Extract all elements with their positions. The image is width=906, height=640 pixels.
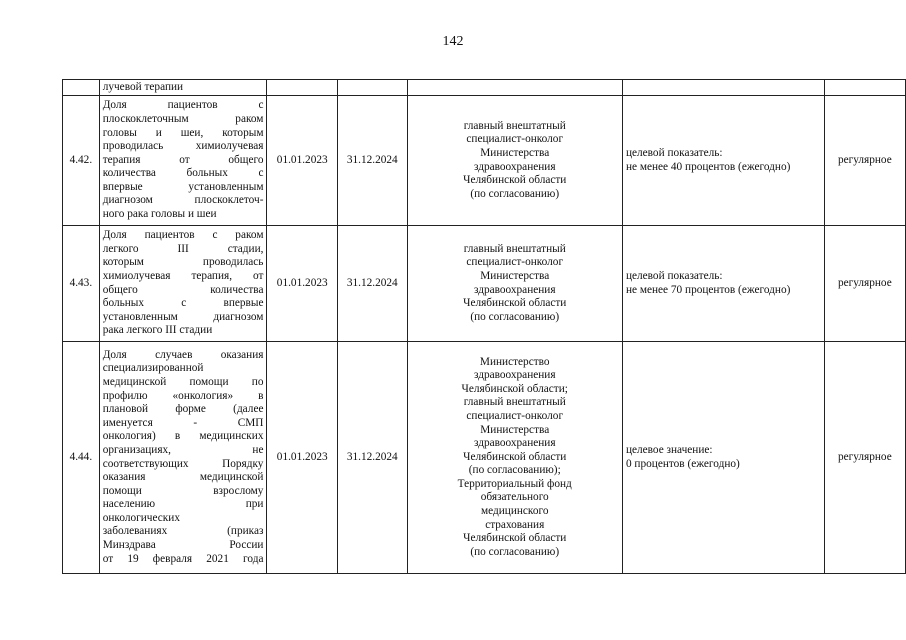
description-line: Доля пациентов с раком [102, 229, 264, 242]
target-line: 0 процентов (ежегодно) [625, 457, 740, 470]
description-line: организациях, не [102, 443, 264, 456]
responsible-line: (по согласованию) [470, 187, 560, 200]
responsible-line: Челябинской области [463, 450, 567, 463]
end-date: 31.12.2024 [337, 342, 407, 574]
frequency: регулярное [824, 342, 905, 574]
frequency: регулярное [824, 226, 905, 342]
description-line: диагнозом плоскоклеточ- [102, 194, 264, 207]
responsible-line: (по согласованию) [470, 545, 560, 558]
description-line: впервые установленным [102, 180, 264, 193]
responsible-line: Министерства [480, 423, 550, 436]
responsible-line: здравоохранения [473, 160, 556, 173]
description-line: Доля пациентов с [102, 99, 264, 112]
responsible-line: (по согласованию) [470, 310, 560, 323]
start-date: 01.01.2023 [267, 342, 338, 574]
description-line: онкология) в медицинских [102, 430, 264, 443]
measures-table [62, 79, 906, 574]
responsible-cell [407, 96, 622, 226]
description-line: профилю «онкология» в [102, 389, 264, 402]
row-number: 4.42. [63, 96, 100, 226]
frequency: регулярное [824, 96, 905, 226]
responsible-cell [407, 80, 622, 96]
responsible-line: страхования [485, 518, 545, 531]
description-line: больных с впервые [102, 297, 264, 310]
description-line: которым проводилась [102, 256, 264, 269]
description-cell [99, 96, 267, 226]
description-line: соответствующих Порядку [102, 457, 264, 470]
frequency-cell [824, 80, 905, 96]
description-cell [99, 226, 267, 342]
description-line: рака легкого III стадии [102, 324, 213, 337]
description-line: помощи взрослому [102, 484, 264, 497]
responsible-line: здравоохранения [473, 369, 556, 382]
target-cell [622, 226, 824, 342]
responsible-line: медицинского [480, 505, 549, 518]
start-date: 01.01.2023 [267, 226, 338, 342]
description-line: химиолучевая терапия, от [102, 269, 264, 282]
description-line: от 19 февраля 2021 года [102, 552, 264, 565]
responsible-cell [407, 342, 622, 574]
description-line: оказания медицинской [102, 471, 264, 484]
description-line: плановой форме (далее [102, 403, 264, 416]
responsible-line: здравоохранения [473, 283, 556, 296]
row-number-cell [63, 80, 100, 96]
start-date: 01.01.2023 [267, 96, 338, 226]
description-line: легкого III стадии, [102, 242, 264, 255]
responsible-line: Территориальный фонд [457, 477, 572, 490]
start-date-cell [267, 80, 338, 96]
table-row [63, 226, 906, 342]
description-line: лучевой терапии [102, 80, 184, 93]
end-date: 31.12.2024 [337, 226, 407, 342]
description-line: общего количества [102, 283, 264, 296]
description-line: проводилась химиолучевая [102, 140, 264, 153]
description-line: плоскоклеточным раком [102, 112, 264, 125]
target-line: не менее 40 процентов (ежегодно) [625, 160, 791, 173]
target-cell [622, 80, 824, 96]
responsible-line: главный внештатный [463, 242, 566, 255]
responsible-line: Министерство [479, 355, 550, 368]
table-row-continuation [63, 80, 906, 96]
responsible-line: Челябинской области [463, 174, 567, 187]
responsible-line: Министерства [480, 269, 550, 282]
responsible-line: обязательного [480, 491, 549, 504]
responsible-line: специалист-онколог [466, 256, 564, 269]
target-line: целевое значение: [625, 443, 713, 456]
target-line: целевой показатель: [625, 146, 723, 159]
row-number: 4.43. [63, 226, 100, 342]
target-line: целевой показатель: [625, 269, 723, 282]
responsible-line: здравоохранения [473, 437, 556, 450]
description-line: онкологических [102, 511, 180, 524]
responsible-line: Челябинской области [463, 532, 567, 545]
description-line: Доля случаев оказания [102, 348, 264, 361]
description-line: Минздрава России [102, 539, 264, 552]
description-line: терапия от общего [102, 153, 264, 166]
responsible-line: (по согласованию); [468, 464, 561, 477]
responsible-line: специалист-онколог [466, 133, 564, 146]
description-line: населению при [102, 498, 264, 511]
description-line: заболеваниях (приказ [102, 525, 264, 538]
target-cell [622, 342, 824, 574]
end-date-cell [337, 80, 407, 96]
responsible-line: главный внештатный [463, 396, 566, 409]
description-line: именуется - СМП [102, 416, 264, 429]
description-cell [99, 342, 267, 574]
responsible-line: Челябинской области [463, 297, 567, 310]
description-line: количества больных с [102, 167, 264, 180]
description-line: специализированной [102, 362, 204, 375]
target-cell [622, 96, 824, 226]
description-cell [99, 80, 267, 96]
target-line: не менее 70 процентов (ежегодно) [625, 283, 791, 296]
description-line: ного рака головы и шеи [102, 208, 217, 221]
responsible-line: главный внештатный [463, 119, 566, 132]
responsible-line: Челябинской области; [461, 382, 568, 395]
row-number: 4.44. [63, 342, 100, 574]
end-date: 31.12.2024 [337, 96, 407, 226]
page-number: 142 [442, 34, 464, 49]
responsible-cell [407, 226, 622, 342]
responsible-line: специалист-онколог [466, 409, 564, 422]
description-line: медицинской помощи по [102, 375, 264, 388]
description-line: установленным диагнозом [102, 310, 264, 323]
table-row [63, 96, 906, 226]
description-line: головы и шеи, которым [102, 126, 264, 139]
table-row [63, 342, 906, 574]
responsible-line: Министерства [480, 146, 550, 159]
